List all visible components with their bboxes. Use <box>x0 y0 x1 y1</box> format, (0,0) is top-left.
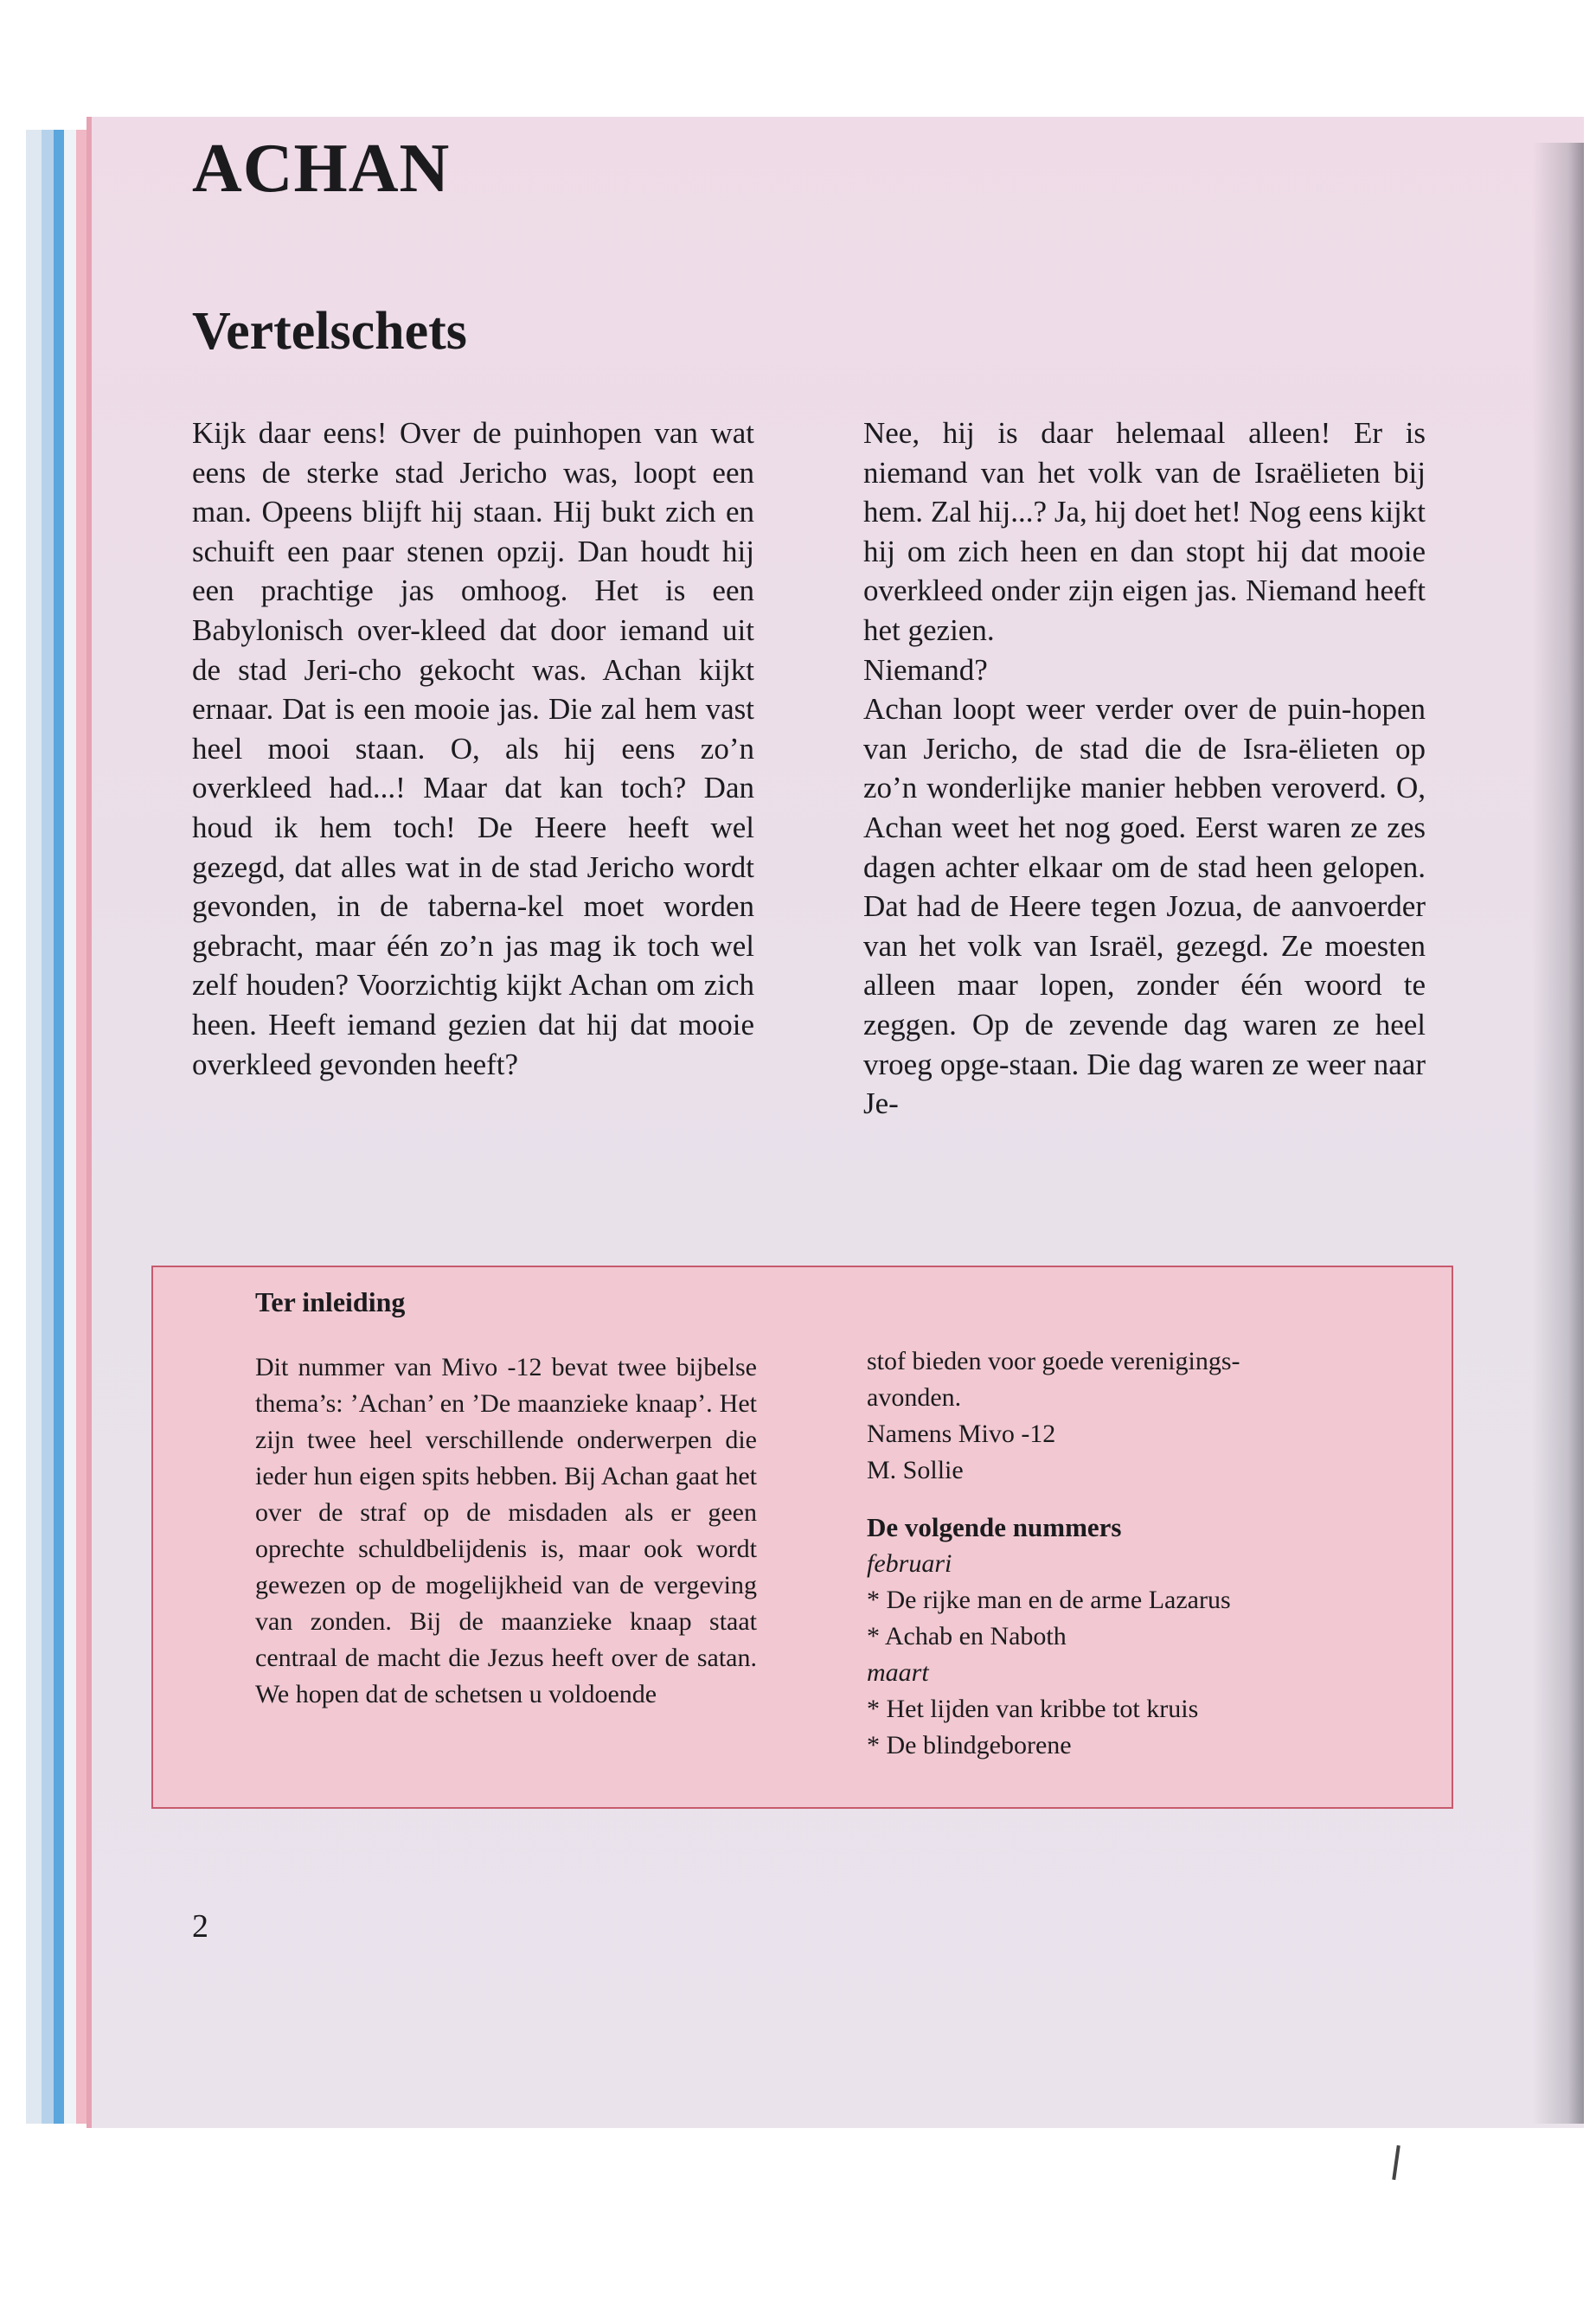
intro-box-heading: Ter inleiding <box>255 1286 406 1317</box>
story-paragraph: Kijk daar eens! Over de puinhopen van wat eens de sterke stad Jericho was, loopt een man. Opeens blijft hij staan. Hij bukt zich en schuift een paar stenen opzij. Dan houdt hij een prachtige jas omhoog. Het is een Babylonisch over-kleed dat door iemand uit de stad Jeri-cho gekocht was. Achan kijkt ernaar. Dat is een mooie jas. Die zal hem vast heel mooi staan. O, als hij eens zo’n overkleed had...! Maar dat kan toch? Dan houd ik hem toch! De Heere heeft wel gezegd, dat alles wat in de stad Jericho wordt gevonden, in de taberna-kel moet worden gebracht, maar één zo’n jas mag ik toch wel zelf houden? Voorzichtig kijkt Achan om zich heen. Heeft iemand gezien dat hij dat mooie overkleed gevonden heeft? <box>192 416 754 1081</box>
intro-box <box>151 1266 1453 1809</box>
edge-stripe-pink <box>76 130 87 2124</box>
next-issues-heading: De volgende nummers <box>867 1512 1122 1542</box>
intro-text: Dit nummer van Mivo -12 bevat twee bijbelse thema’s: ’Achan’ en ’De maanzieke knaap’. Het zijn twee heel verschillende onderwerpen die ieder hun eigen spits hebben. Bij Achan gaat het over de straf op de misdaden als er geen oprechte schuldbelijdenis is, maar ook wordt gewezen op de mogelijkheid van de vergeving van zonden. Bij de maanzieke knaap staat centraal de macht die Jezus heeft over de satan. We hopen dat de schetsen u voldoende <box>255 1353 757 1708</box>
edge-stripe-blue-1 <box>26 130 42 2124</box>
intro-box-left-column <box>255 1349 757 1713</box>
issue-item: * De rijke man en de arme Lazarus <box>867 1586 1231 1614</box>
month-label: maart <box>867 1658 929 1687</box>
signature-line: Namens Mivo -12 <box>867 1420 1056 1448</box>
article-title: ACHAN <box>192 131 451 207</box>
edge-stripe-blue-2 <box>42 130 54 2124</box>
page-number: 2 <box>192 1908 208 1945</box>
article-subtitle: Vertelschets <box>192 302 467 361</box>
issue-item: * Achab en Naboth <box>867 1622 1067 1650</box>
issue-item: * De blindgeborene <box>867 1731 1072 1759</box>
story-column-left <box>192 413 754 1084</box>
issue-item: * Het lijden van kribbe tot kruis <box>867 1695 1199 1723</box>
story-paragraph: Niemand? <box>863 652 988 687</box>
intro-text-continued: stof bieden voor goede verenigings- <box>867 1347 1240 1375</box>
signature-name: M. Sollie <box>867 1456 964 1484</box>
intro-text-continued: avonden. <box>867 1383 962 1412</box>
page-binding-shadow <box>1532 143 1584 2124</box>
story-paragraph: Nee, hij is daar helemaal alleen! Er is niemand van het volk van de Israëlieten bij hem. Zal hij...? Ja, hij doet het! Nog eens kijkt hij om zich heen en dan stopt hij dat mooie overkleed onder zijn eigen jas. Niemand heeft het gezien. <box>863 416 1426 647</box>
story-paragraph: Achan loopt weer verder over de puin-hopen van Jericho, de stad die de Isra-ëlieten op zo’n wonderlijke manier hebben veroverd. O, Achan weet het nog goed. Eerst waren ze zes dagen achter elkaar om de stad heen gelopen. Dat had de Heere tegen Jozua, de aanvoerder van het volk van Israël, gezegd. Ze moesten alleen maar lopen, zonder één woord te zeggen. Op de zevende dag waren ze heel vroeg opge-staan. Die dag waren ze weer naar Je- <box>863 692 1426 1121</box>
story-column-right <box>863 413 1426 1124</box>
month-label: februari <box>867 1549 952 1578</box>
intro-box-right-column <box>867 1343 1403 1764</box>
edge-stripe-blue-3 <box>54 130 64 2124</box>
edge-stripe-white <box>64 130 76 2124</box>
